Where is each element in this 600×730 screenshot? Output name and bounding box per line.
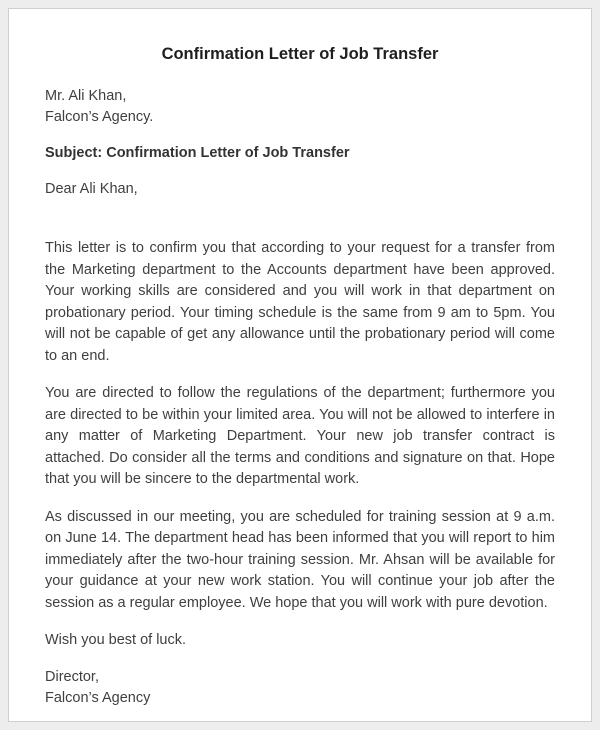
- recipient-name: Mr. Ali Khan,: [45, 88, 127, 104]
- closing-line: Wish you best of luck.: [45, 632, 187, 648]
- body-paragraph: You are directed to follow the regulations of the department; furthermore you are directed to be within your limited area. You will not be allowed to interfere in any matter of Marketing Department. Your new job transfer contract is attached. Do consider all the terms and conditions and signature on that. Hope that you will be sincere to the departmental work.: [45, 385, 555, 487]
- body-paragraph: This letter is to confirm you that according to your request for a transfer from the Marketing department to the Accounts department have been approved. Your working skills are considered and you will work in that department on probationary period. Your timing schedule is the same from 9 am to 5pm. You will not be capable of get any allowance until the probationary period will come to an end.: [45, 240, 555, 364]
- recipient-organization: Falcon’s Agency.: [45, 109, 154, 125]
- signature-block: [45, 667, 555, 709]
- salutation: Dear Ali Khan,: [45, 181, 138, 197]
- recipient-block: [45, 86, 555, 128]
- letter-title: Confirmation Letter of Job Transfer: [161, 45, 439, 63]
- letter-document: [8, 8, 592, 722]
- subject-line: Subject: Confirmation Letter of Job Transfer: [45, 145, 350, 161]
- body-paragraph: As discussed in our meeting, you are scheduled for training session at 9 a.m. on June 14. The department head has been informed that you will report to him immediately after the two-hour training session. Mr. Ahsan will be available for your guidance at your new work station. You will continue your job after the session as a regular employee. We hope that you will work with pure devotion.: [45, 508, 555, 611]
- signature-title: Director,: [45, 669, 99, 685]
- signature-organization: Falcon’s Agency: [45, 690, 151, 706]
